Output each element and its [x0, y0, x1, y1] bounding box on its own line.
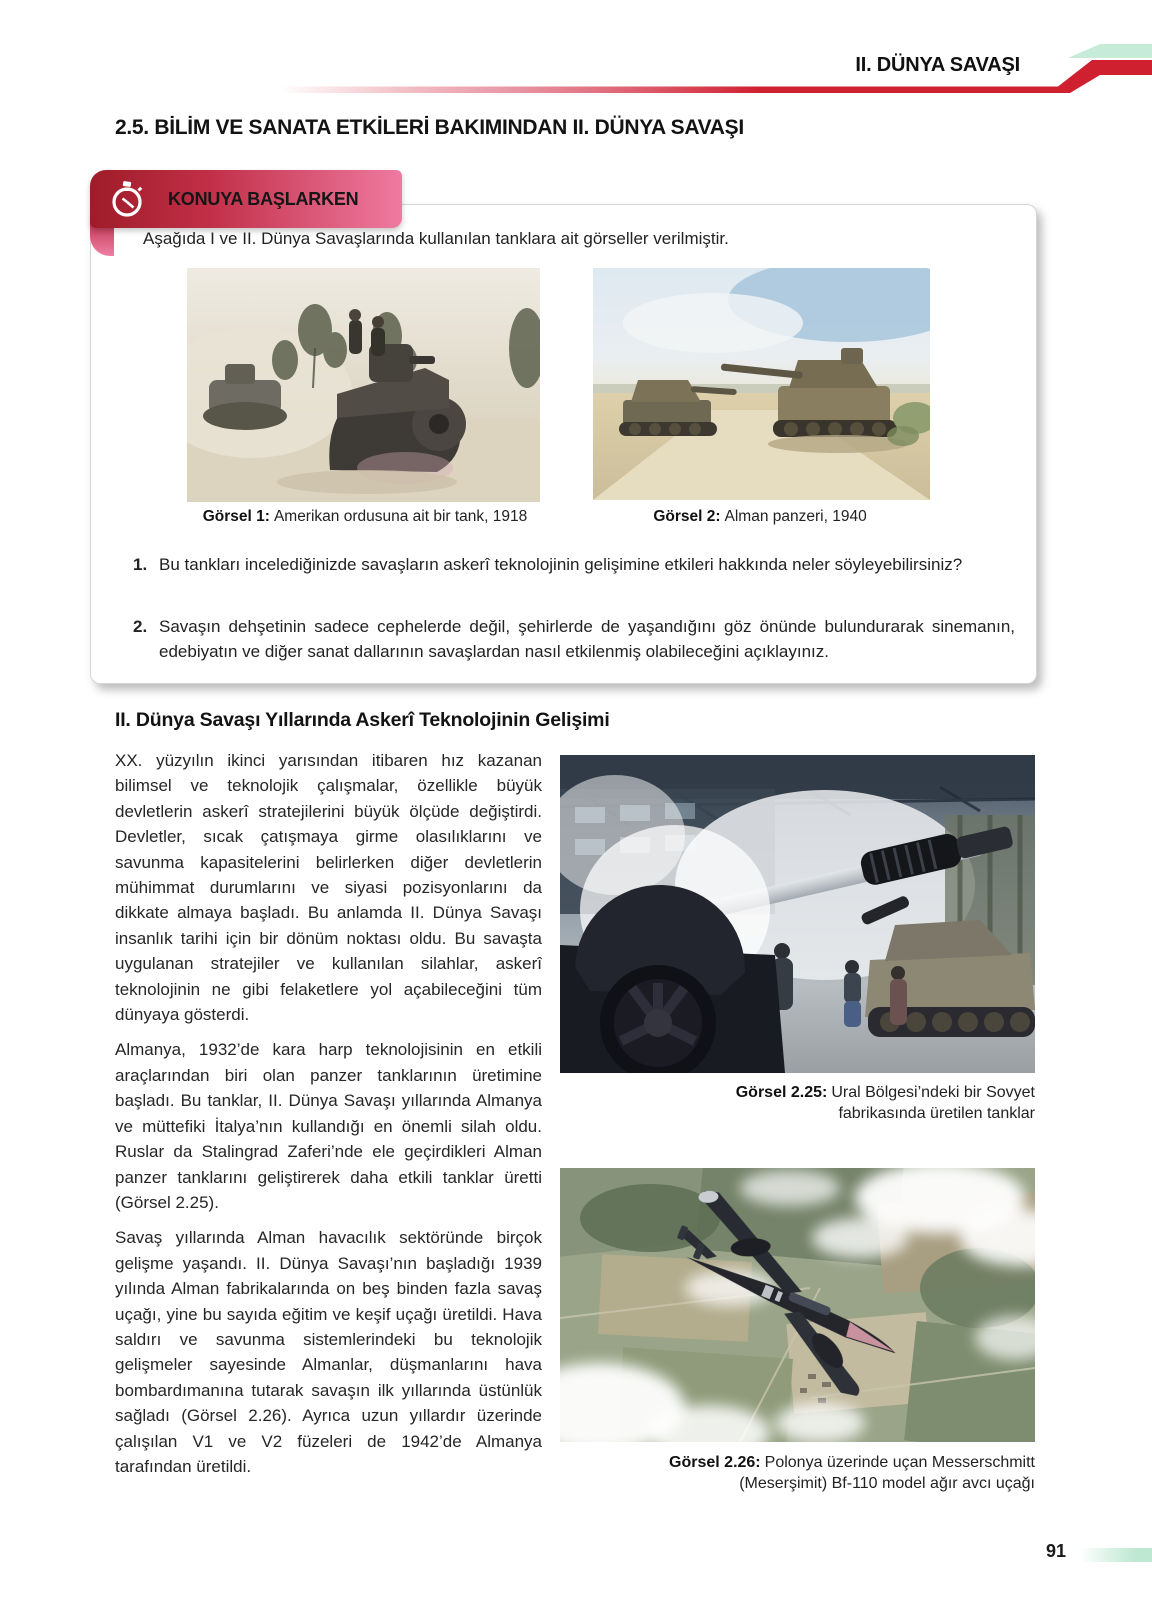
article-body	[115, 748, 542, 1489]
footer-mint-bar	[1080, 1548, 1152, 1562]
page-number: 91	[1045, 1541, 1066, 1561]
panzer-photo	[593, 268, 930, 500]
question-2-number: 2.	[133, 617, 148, 636]
figure225-caption: Görsel 2.25: Ural Bölgesi’ndeki bir Sovyet fabrikasında üretilen tanklar	[735, 1084, 1035, 1122]
figure1-caption: Görsel 1: Amerikan ordusuna ait bir tank, 1918	[202, 508, 528, 525]
figure226-label: Görsel 2.26:	[669, 1454, 761, 1471]
article-heading: II. Dünya Savaşı Yıllarında Askerî Teknolojinin Gelişimi	[115, 709, 610, 731]
page-title: 2.5. BİLİM VE SANATA ETKİLERİ BAKIMINDAN II. DÜNYA SAVAŞI	[115, 116, 744, 139]
question-1	[133, 552, 1015, 577]
konuya-baslarken-banner	[90, 170, 402, 228]
figure2-label: Görsel 2:	[653, 508, 721, 525]
intro-text: Aşağıda I ve II. Dünya Savaşlarında kullanılan tanklara ait görseller verilmiştir.	[143, 229, 729, 248]
paragraph: XX. yüzyılın ikinci yarısından itibaren hız kazanan bilimsel ve teknolojik çalışmalar, özellikle büyük devletlerin askerî stratejilerini büyük ölçüde değiştirdi. Devletler, sıcak çatışmaya girme olasılıklarını ve savunma kapasitelerini belirlerken diğer devletlerin mühimmat durumlarını ve siyasi pozisyonlarını da dikkate almaya başladı. Bu anlamda II. Dünya Savaşı insanlık tarihi için bir dönüm noktası oldu. Bu savaşta uygulanan stratejiler ve kullanılan silahlar, askerî teknolojinin ne gibi felaketlere yol açabileceğini tüm dünyaya gösterdi.	[115, 751, 542, 1025]
question-2-text: Savaşın dehşetinin sadece cephelerde değil, şehirlerde de yaşandığını göz önünde bulundurarak sinemanın, edebiyatın ve diğer sanat dallarının savaşlardan nasıl etkilenmiş olabileceğini açıklayınız.	[159, 617, 1015, 661]
question-2	[133, 614, 1015, 664]
paragraph: Savaş yıllarında Alman havacılık sektöründe birçok gelişme yaşandı. II. Dünya Savaşı’nın başladığı 1939 yılında Alman fabrikalarında on beş binden fazla savaş uçağı, yine bu sayıda eğitim ve keşif uçağı üretildi. Hava saldırı ve savunma sistemlerindeki bu teknolojik gelişmeler sayesinde Almanlar, düşmanlarını hava bombardımanına tutarak savaşın ilk yıllarında üstünlük sağladı (Görsel 2.26). Ayrıca uzun yıllardır üzerinde çalışılan V1 ve V2 füzeleri de 1942’de Almanya tarafından üretildi.	[115, 1228, 542, 1476]
figure1-label: Görsel 1:	[202, 508, 270, 525]
mint-stripe	[1068, 44, 1152, 58]
wwi-tank-photo	[187, 268, 540, 502]
soviet-factory-photo	[560, 755, 1035, 1073]
question-1-number: 1.	[133, 555, 148, 574]
figure226-caption: Görsel 2.26: Polonya üzerinde uçan Messerschmitt (Meserşimit) Bf-110 model ağır avcı uçağı	[669, 1454, 1035, 1492]
messerschmitt-photo	[560, 1168, 1035, 1442]
red-stripe	[280, 60, 1152, 93]
banner-label: KONUYA BAŞLARKEN	[168, 188, 359, 209]
figure225-label: Görsel 2.25:	[735, 1084, 828, 1101]
chapter-header: II. DÜNYA SAVAŞI	[855, 54, 1020, 76]
stopwatch-icon	[106, 178, 148, 220]
question-1-text: Bu tankları incelediğinizde savaşların askerî teknolojinin gelişimine etkileri hakkında neler söyleyebilirsiniz?	[159, 555, 963, 574]
paragraph: Almanya, 1932’de kara harp teknolojisinin en etkili araçlarından biri olan panzer tanklarının üretimine başladı. Bu tanklar, II. Dünya Savaşı yıllarında Almanya ve müttefiki İtalya’nın kullandığı en önemli silah oldu. Ruslar da Stalingrad Zaferi’nde ele geçirdikleri Alman panzer tanklarını geliştirerek daha etkili tanklar üretti (Görsel 2.25).	[115, 1040, 542, 1212]
figure2-caption: Görsel 2: Alman panzeri, 1940	[653, 508, 867, 525]
